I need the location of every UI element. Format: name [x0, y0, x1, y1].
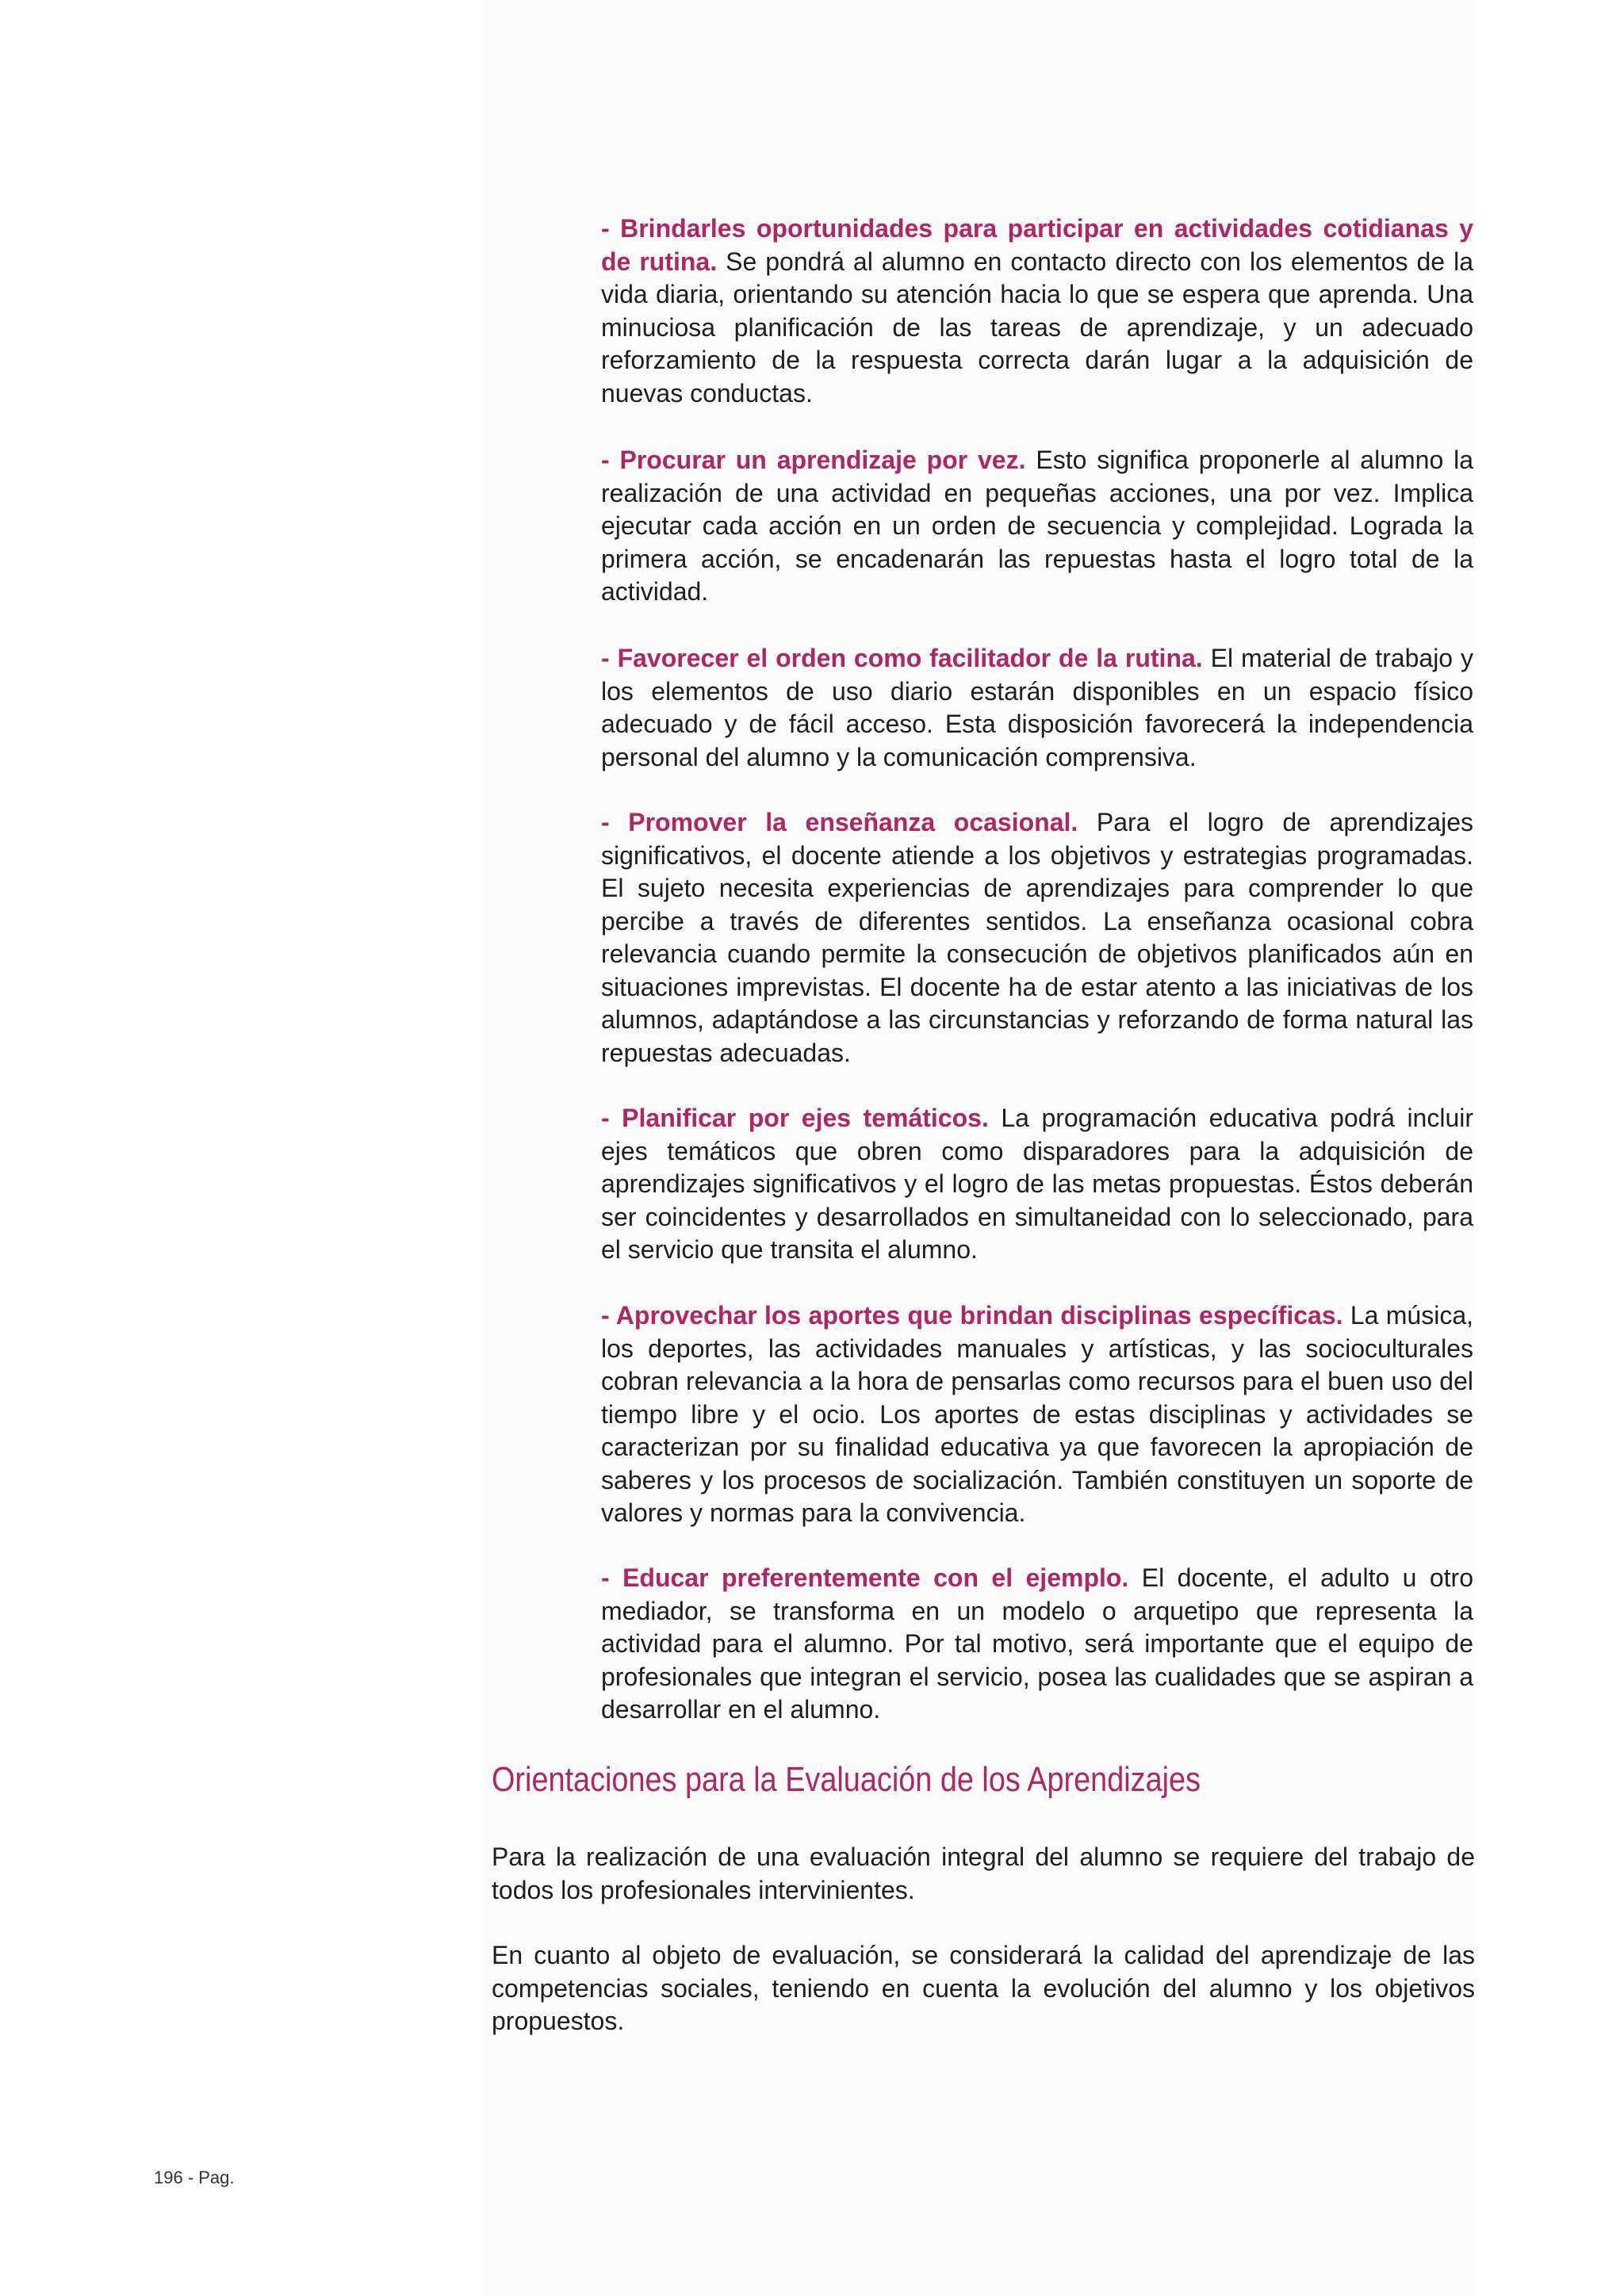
item-title: - Brindarles oportunidades para participar en actividades cotidianas y de rutina.: [601, 214, 1473, 276]
item-body: El docente, el adulto u otro mediador, se transforma en un modelo o arquetipo que representa la actividad para el alumno. Por tal motivo, será importante que el equipo de profesionales que integran el servicio, posea las cualidades que se aspiran a desarrollar en el alumno.: [601, 1563, 1473, 1724]
list-item: [601, 1299, 1473, 1530]
list-item: [601, 806, 1473, 1070]
item-title: - Promover la enseñanza ocasional.: [601, 808, 1078, 836]
list-item: [601, 1562, 1473, 1727]
list-item: [601, 212, 1473, 410]
paragraph: En cuanto al objeto de evaluación, se considerará la calidad del aprendizaje de las competencias sociales, teniendo en cuenta la evolución del alumno y los objetivos propuestos.: [492, 1941, 1475, 2035]
page-number: 196 - Pag.: [154, 2168, 235, 2187]
list-item: [601, 1102, 1473, 1267]
item-body: Para el logro de aprendizajes significativos, el docente atiende a los objetivos y estrategias programadas. El sujeto necesita experiencias de aprendizajes para comprender lo que percibe a través de diferentes sentidos. La enseñanza ocasional cobra relevancia cuando permite la consecución de objetivos planificados aún en situaciones imprevistas. El docente ha de estar atento a las iniciativas de los alumnos, adaptándose a las circunstancias y reforzando de forma natural las repuestas adecuadas.: [601, 808, 1474, 1067]
item-body: La música, los deportes, las actividades manuales y artísticas, y las socioculturales cobran relevancia a la hora de pensarlas como recursos para el buen uso del tiempo libre y el ocio. Los aportes de estas disciplinas y actividades se caracterizan por su finalidad educativa ya que favorecen la apropiación de saberes y los procesos de socialización. También constituyen un soporte de valores y normas para la convivencia.: [601, 1301, 1473, 1527]
item-title: - Favorecer el orden como facilitador de la rutina.: [601, 644, 1203, 672]
item-title: - Educar preferentemente con el ejemplo.: [601, 1563, 1129, 1592]
item-title: - Aprovechar los aportes que brindan disciplinas específicas.: [601, 1301, 1343, 1330]
item-title: - Planificar por ejes temáticos.: [601, 1104, 989, 1132]
paragraph: Para la realización de una evaluación integral del alumno se requiere del trabajo de todos los profesionales intervinientes.: [492, 1843, 1475, 1904]
section-heading: Orientaciones para la Evaluación de los Aprendizajes: [492, 1760, 1201, 1799]
item-body: El material de trabajo y los elementos de uso diario estarán disponibles en un espacio físico adecuado y de fácil acceso. Esta disposición favorecerá la independencia personal del alumno y la comunicación comprensiva.: [601, 644, 1474, 771]
item-body: La programación educativa podrá incluir ejes temáticos que obren como disparadores para la adquisición de aprendizajes significativos y el logro de las metas propuestas. Éstos deberán ser coincidentes y desarrollados en simultaneidad con lo seleccionado, para el servicio que transita el alumno.: [601, 1104, 1474, 1264]
list-item: [601, 642, 1473, 774]
item-body: Esto significa proponerle al alumno la realización de una actividad en pequeñas acciones, una por vez. Implica ejecutar cada acción en un orden de secuencia y complejidad. Lograda la primera acción, se encadenarán las repuestas hasta el logro total de la actividad.: [601, 446, 1474, 606]
item-body: Se pondrá al alumno en contacto directo con los elementos de la vida diaria, orientando su atención hacia lo que se espera que aprenda. Una minuciosa planificación de las tareas de aprendizaje, y un adecuado reforzamiento de la respuesta correcta darán lugar a la adquisición de nuevas conductas.: [601, 247, 1474, 408]
item-title: - Procurar un aprendizaje por vez.: [601, 446, 1026, 474]
list-item: [601, 444, 1473, 609]
